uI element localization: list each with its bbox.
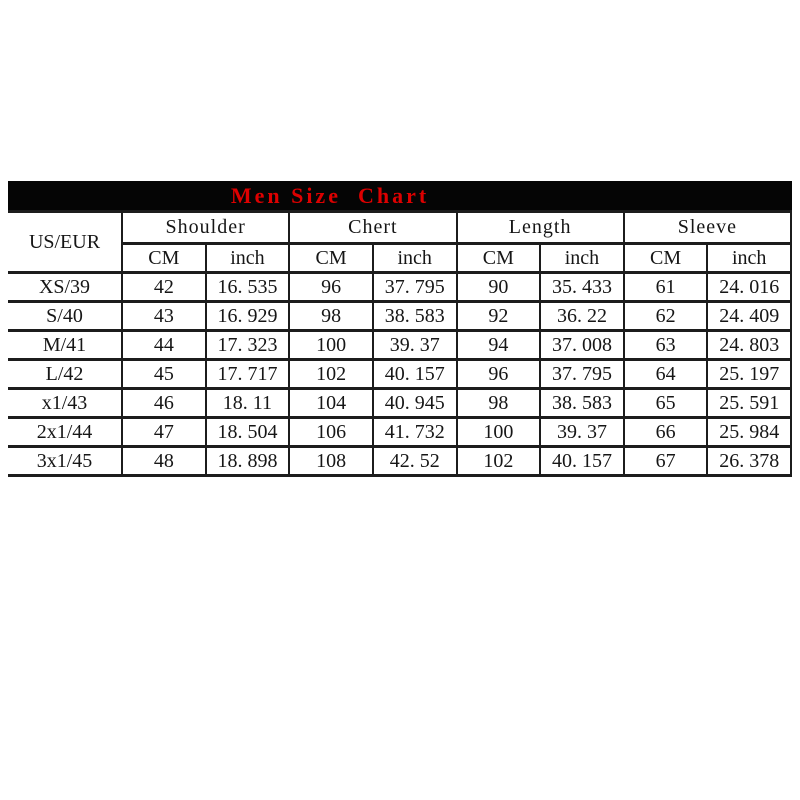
value-cell: 25. 984 (707, 418, 791, 447)
value-cell: 26. 378 (707, 447, 791, 476)
unit-header-sleeve-cm: CM (624, 244, 708, 273)
value-cell: 92 (457, 302, 541, 331)
unit-header-row (8, 244, 791, 273)
value-cell: 66 (624, 418, 708, 447)
value-cell: 42. 52 (373, 447, 457, 476)
value-cell: 24. 016 (707, 273, 791, 302)
value-cell: 37. 795 (373, 273, 457, 302)
value-cell: 40. 157 (540, 447, 624, 476)
chart-title-bar (8, 181, 792, 210)
size-cell: L/42 (8, 360, 122, 389)
table-row-xs-39 (8, 273, 791, 302)
value-cell: 37. 008 (540, 331, 624, 360)
value-cell: 40. 945 (373, 389, 457, 418)
size-table-body (8, 273, 791, 476)
size-chart-block (8, 181, 792, 477)
group-header-length: Length (457, 212, 624, 244)
value-cell: 108 (289, 447, 373, 476)
value-cell: 100 (457, 418, 541, 447)
table-row-2x1-44 (8, 418, 791, 447)
value-cell: 47 (122, 418, 206, 447)
unit-header-length-cm: CM (457, 244, 541, 273)
value-cell: 98 (289, 302, 373, 331)
value-cell: 24. 803 (707, 331, 791, 360)
value-cell: 46 (122, 389, 206, 418)
size-cell: 3x1/45 (8, 447, 122, 476)
value-cell: 104 (289, 389, 373, 418)
value-cell: 24. 409 (707, 302, 791, 331)
value-cell: 18. 11 (206, 389, 290, 418)
group-header-shoulder: Shoulder (122, 212, 289, 244)
value-cell: 96 (289, 273, 373, 302)
value-cell: 63 (624, 331, 708, 360)
value-cell: 67 (624, 447, 708, 476)
value-cell: 25. 591 (707, 389, 791, 418)
chart-title: Men Size Chart (230, 183, 430, 208)
value-cell: 42 (122, 273, 206, 302)
value-cell: 102 (457, 447, 541, 476)
value-cell: 18. 504 (206, 418, 290, 447)
unit-header-chert-cm: CM (289, 244, 373, 273)
size-cell: x1/43 (8, 389, 122, 418)
value-cell: 38. 583 (540, 389, 624, 418)
value-cell: 17. 323 (206, 331, 290, 360)
value-cell: 36. 22 (540, 302, 624, 331)
value-cell: 37. 795 (540, 360, 624, 389)
unit-header-sleeve-inch: inch (707, 244, 791, 273)
size-table-header (8, 212, 791, 273)
size-cell: XS/39 (8, 273, 122, 302)
value-cell: 98 (457, 389, 541, 418)
value-cell: 96 (457, 360, 541, 389)
size-cell: M/41 (8, 331, 122, 360)
table-row-m-41 (8, 331, 791, 360)
value-cell: 94 (457, 331, 541, 360)
table-row-l-42 (8, 360, 791, 389)
table-row-x1-43 (8, 389, 791, 418)
value-cell: 100 (289, 331, 373, 360)
value-cell: 18. 898 (206, 447, 290, 476)
size-table (8, 210, 792, 477)
group-header-row (8, 212, 791, 244)
value-cell: 106 (289, 418, 373, 447)
value-cell: 41. 732 (373, 418, 457, 447)
value-cell: 44 (122, 331, 206, 360)
value-cell: 40. 157 (373, 360, 457, 389)
value-cell: 16. 535 (206, 273, 290, 302)
corner-header-us-eur: US/EUR (8, 212, 122, 273)
value-cell: 39. 37 (373, 331, 457, 360)
table-row-s-40 (8, 302, 791, 331)
value-cell: 35. 433 (540, 273, 624, 302)
value-cell: 64 (624, 360, 708, 389)
unit-header-shoulder-inch: inch (206, 244, 290, 273)
unit-header-chert-inch: inch (373, 244, 457, 273)
unit-header-shoulder-cm: CM (122, 244, 206, 273)
value-cell: 102 (289, 360, 373, 389)
group-header-chert: Chert (289, 212, 456, 244)
value-cell: 38. 583 (373, 302, 457, 331)
unit-header-length-inch: inch (540, 244, 624, 273)
value-cell: 17. 717 (206, 360, 290, 389)
size-cell: 2x1/44 (8, 418, 122, 447)
value-cell: 39. 37 (540, 418, 624, 447)
value-cell: 43 (122, 302, 206, 331)
value-cell: 62 (624, 302, 708, 331)
group-header-sleeve: Sleeve (624, 212, 791, 244)
value-cell: 25. 197 (707, 360, 791, 389)
value-cell: 65 (624, 389, 708, 418)
value-cell: 90 (457, 273, 541, 302)
value-cell: 61 (624, 273, 708, 302)
value-cell: 16. 929 (206, 302, 290, 331)
value-cell: 45 (122, 360, 206, 389)
table-row-3x1-45 (8, 447, 791, 476)
size-cell: S/40 (8, 302, 122, 331)
value-cell: 48 (122, 447, 206, 476)
